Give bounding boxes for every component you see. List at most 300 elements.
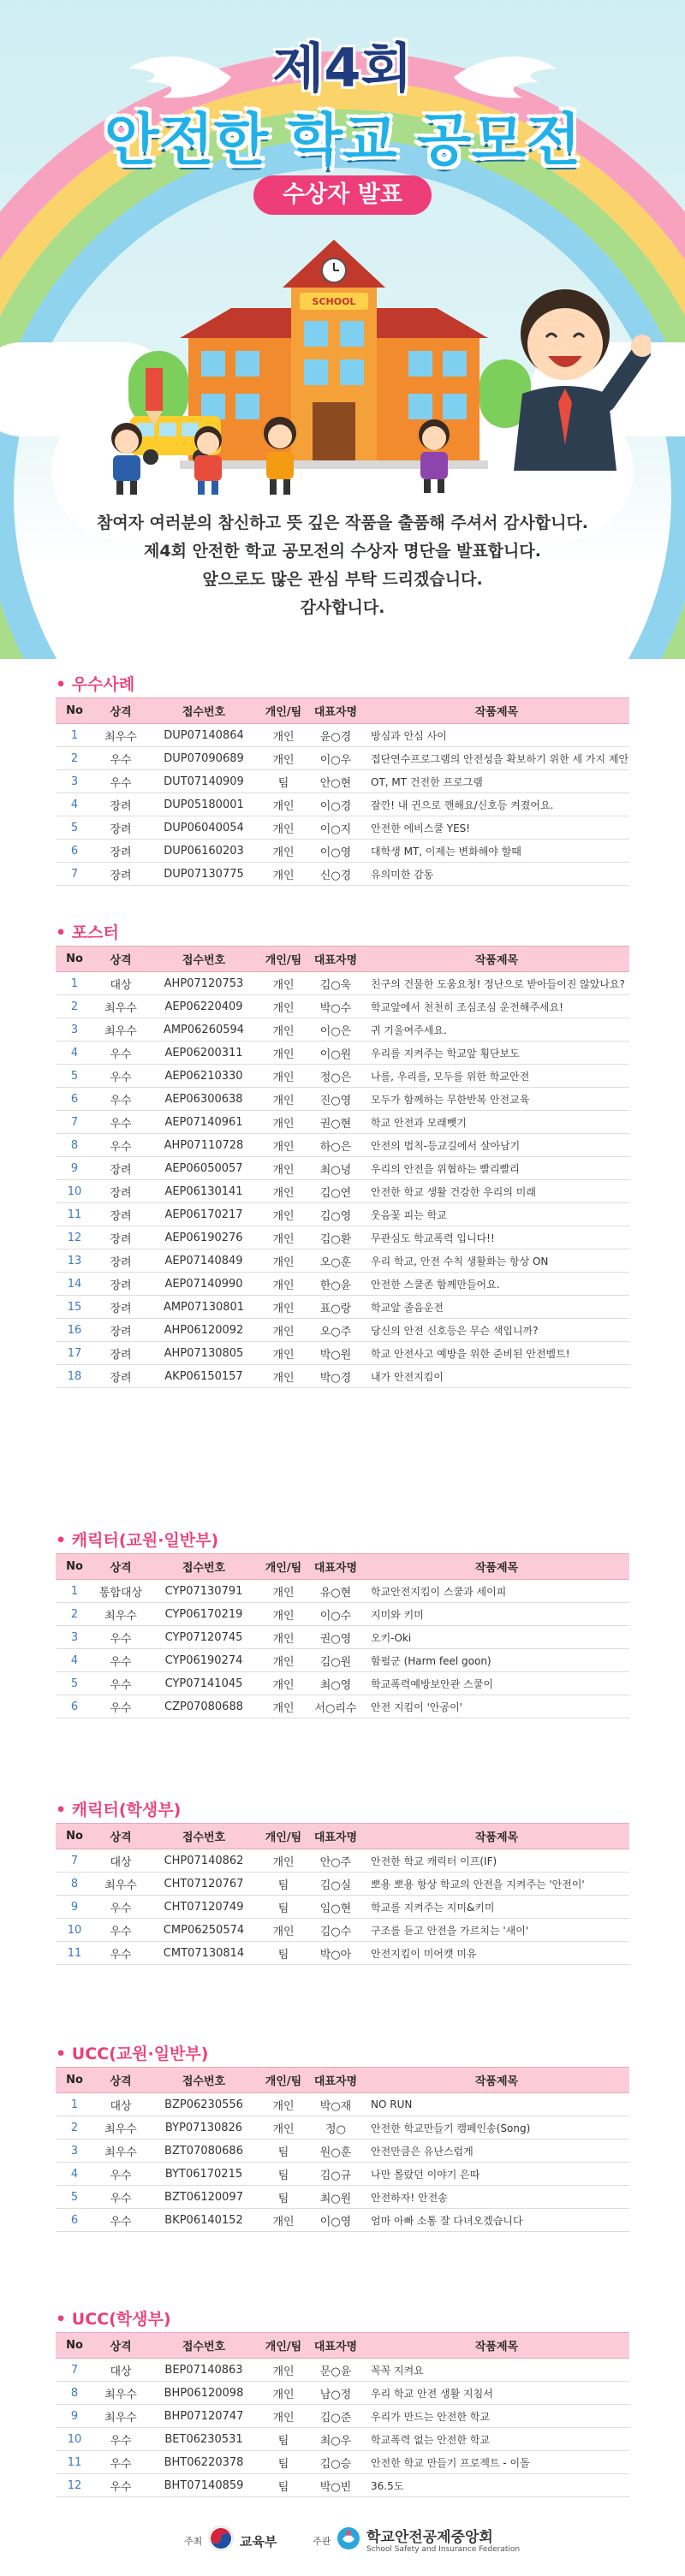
table-row (56, 747, 629, 770)
cell-representative: 김○영 (307, 1203, 364, 1226)
cell-no: 9 (56, 1157, 93, 1180)
table-row (56, 1157, 629, 1180)
table-row (56, 2451, 629, 2474)
col-representative-header: 대표자명 (307, 947, 364, 972)
cell-award: 대상 (93, 2359, 148, 2382)
cell-award: 장려 (93, 1180, 148, 1203)
col-code-header: 접수번호 (148, 698, 259, 724)
cell-title: 구조를 듣고 안전을 가르치는 '새이' (364, 1919, 629, 1942)
cell-representative: 김○욱 (307, 972, 364, 995)
cell-code: DUT07140909 (148, 770, 259, 793)
cell-title: 무관심도 학교폭력 입니다!! (364, 1226, 629, 1249)
cell-award: 우수 (93, 747, 148, 770)
cell-award: 우수 (93, 1695, 148, 1718)
cell-no: 12 (56, 2474, 93, 2497)
table-row (56, 2186, 629, 2209)
cell-type: 개인 (259, 1203, 307, 1226)
cell-award: 최우수 (93, 724, 148, 747)
table-row (56, 1580, 629, 1603)
col-type-header: 개인/팀 (259, 2068, 307, 2093)
cell-type: 팀 (259, 2186, 307, 2209)
table-header-row (56, 2068, 629, 2093)
cell-type: 개인 (259, 1157, 307, 1180)
cell-representative: 진○영 (307, 1088, 364, 1111)
cell-representative: 김○연 (307, 1180, 364, 1203)
award-table (56, 2332, 629, 2497)
cell-code: BZP06230556 (148, 2093, 259, 2116)
intro-message (0, 509, 685, 622)
cell-representative: 이○영 (307, 840, 364, 863)
cell-title: 학교를 지켜주는 지미&키미 (364, 1896, 629, 1919)
col-award-header: 상격 (93, 1554, 148, 1580)
table-row (56, 1319, 629, 1342)
section-title: UCC(학생부) (71, 2310, 171, 2329)
bullet-icon: • (56, 923, 72, 942)
cell-title: 우리 학교, 안전 수칙 생활화는 항상 ON (364, 1249, 629, 1273)
cell-code: DUP07130775 (148, 863, 259, 886)
cell-type: 개인 (259, 2093, 307, 2116)
cell-award: 최우수 (93, 1873, 148, 1896)
cell-no: 6 (56, 1695, 93, 1718)
cell-title: 학교앞 졸음운전 (364, 1296, 629, 1319)
col-representative-header: 대표자명 (307, 698, 364, 724)
cell-award: 장려 (93, 1273, 148, 1296)
bullet-icon: • (56, 675, 72, 694)
col-award-header: 상격 (93, 947, 148, 972)
cell-representative: 김○규 (307, 2163, 364, 2186)
teacher-character-icon (505, 282, 651, 471)
cell-award: 최우수 (93, 2116, 148, 2140)
table-row (56, 972, 629, 995)
cell-no: 4 (56, 793, 93, 816)
cell-award: 우수 (93, 1649, 148, 1672)
cell-type: 개인 (259, 1603, 307, 1626)
cell-title: 함펄군 (Harm feel goon) (364, 1649, 629, 1672)
cell-type: 개인 (259, 724, 307, 747)
cell-award: 우수 (93, 2163, 148, 2186)
cell-code: BHP06120098 (148, 2382, 259, 2405)
col-award-header: 상격 (93, 698, 148, 724)
cell-type: 개인 (259, 972, 307, 995)
cell-type: 개인 (259, 2359, 307, 2382)
table-row (56, 1273, 629, 1296)
table-row (56, 1942, 629, 1965)
cell-title: 안전의 법칙-등교길에서 살아남기 (364, 1134, 629, 1157)
award-table (56, 2067, 629, 2232)
cell-title: NO RUN (364, 2093, 629, 2116)
col-no-header: No (56, 2068, 93, 2093)
cell-award: 장려 (93, 1296, 148, 1319)
table-row (56, 2405, 629, 2428)
cell-type: 개인 (259, 1018, 307, 1042)
cell-no: 4 (56, 1649, 93, 1672)
cell-code: AEP06210330 (148, 1065, 259, 1088)
table-row (56, 2116, 629, 2140)
cell-type: 팀 (259, 2474, 307, 2497)
section-poster (56, 920, 629, 1388)
cell-type: 개인 (259, 1111, 307, 1134)
table-header-row (56, 947, 629, 972)
cell-no: 17 (56, 1342, 93, 1365)
table-row (56, 1672, 629, 1695)
cell-representative: 박○경 (307, 1365, 364, 1388)
table-row (56, 770, 629, 793)
cell-title: 오키-Oki (364, 1626, 629, 1649)
cell-award: 우수 (93, 1134, 148, 1157)
cell-type: 개인 (259, 2116, 307, 2140)
cell-representative: 권○영 (307, 1626, 364, 1649)
cell-representative: 김○준 (307, 2405, 364, 2428)
col-representative-header: 대표자명 (307, 2333, 364, 2359)
cell-code: CYP06190274 (148, 1649, 259, 1672)
federation-logo-icon (336, 2526, 361, 2551)
col-award-header: 상격 (93, 1824, 148, 1849)
col-no-header: No (56, 1554, 93, 1580)
cell-award: 최우수 (93, 1603, 148, 1626)
cell-code: DUP05180001 (148, 793, 259, 816)
cell-representative: 이○경 (307, 793, 364, 816)
section-character-student (56, 1797, 629, 1965)
cell-no: 2 (56, 2116, 93, 2140)
cell-award: 최우수 (93, 2382, 148, 2405)
cell-representative: 김○수 (307, 1919, 364, 1942)
table-row (56, 863, 629, 886)
col-type-header: 개인/팀 (259, 698, 307, 724)
cell-representative: 최○영 (307, 1672, 364, 1695)
cell-code: CHT07120767 (148, 1873, 259, 1896)
cell-title: 학교폭력 없는 안전한 학교 (364, 2428, 629, 2451)
cell-type: 팀 (259, 2163, 307, 2186)
col-type-header: 개인/팀 (259, 1554, 307, 1580)
cell-award: 우수 (93, 1919, 148, 1942)
table-row (56, 724, 629, 747)
cell-representative: 최○녕 (307, 1157, 364, 1180)
cell-representative: 권○현 (307, 1111, 364, 1134)
section-title: 캐릭터(교원·일반부) (71, 1531, 219, 1550)
table-row (56, 2093, 629, 2116)
cell-type: 개인 (259, 1695, 307, 1718)
award-table (56, 1823, 629, 1965)
cell-title: 귀 기울여주세요. (364, 1018, 629, 1042)
cell-no: 11 (56, 1203, 93, 1226)
cell-award: 우수 (93, 2428, 148, 2451)
cell-no: 9 (56, 2405, 93, 2428)
cell-type: 팀 (259, 2428, 307, 2451)
cell-no: 5 (56, 1065, 93, 1088)
bullet-icon: • (56, 2310, 72, 2329)
col-award-header: 상격 (93, 2333, 148, 2359)
table-row (56, 1018, 629, 1042)
cell-award: 대상 (93, 2093, 148, 2116)
cell-type: 개인 (259, 747, 307, 770)
cell-type: 개인 (259, 1042, 307, 1065)
cell-type: 개인 (259, 2209, 307, 2232)
col-title-header: 작품제목 (364, 1554, 629, 1580)
cell-title: 뽀용 뽀용 항상 학교의 안전을 지켜주는 '안전이' (364, 1873, 629, 1896)
cell-title: 꼭꼭 지켜요 (364, 2359, 629, 2382)
cell-award: 장려 (93, 863, 148, 886)
cell-title: 대학생 MT, 이제는 변화해야 할때 (364, 840, 629, 863)
cell-representative: 하○은 (307, 1134, 364, 1157)
cell-type: 개인 (259, 1342, 307, 1365)
table-row (56, 1849, 629, 1873)
table-row (56, 1065, 629, 1088)
cell-type: 개인 (259, 1296, 307, 1319)
cell-title: 36.5도 (364, 2474, 629, 2497)
section-title: 캐릭터(학생부) (71, 1801, 182, 1819)
cell-representative: 이○원 (307, 1042, 364, 1065)
col-no-header: No (56, 1824, 93, 1849)
table-header-row (56, 698, 629, 724)
table-row (56, 1296, 629, 1319)
cell-award: 장려 (93, 1365, 148, 1388)
cell-representative: 김○실 (307, 1873, 364, 1896)
title-edition: 제4회 (272, 37, 413, 99)
cell-type: 개인 (259, 1849, 307, 1873)
cell-award: 우수 (93, 1672, 148, 1695)
table-row (56, 1603, 629, 1626)
cell-title: 안전지킴이 미어캣 미유 (364, 1942, 629, 1965)
cell-award: 우수 (93, 1065, 148, 1088)
organizer-label: 주관 (313, 2536, 331, 2547)
cell-title: 학교안전지킴이 스쿨과 세이피 (364, 1580, 629, 1603)
cell-no: 5 (56, 2186, 93, 2209)
award-table (56, 697, 629, 886)
cell-code: DUP07140864 (148, 724, 259, 747)
table-row (56, 2163, 629, 2186)
cell-representative: 정○은 (307, 1065, 364, 1088)
cell-type: 개인 (259, 2405, 307, 2428)
cell-representative: 서○리수 (307, 1695, 364, 1718)
cell-code: AEP06200311 (148, 1042, 259, 1065)
cell-title: 지미와 키미 (364, 1603, 629, 1626)
cell-code: BHP07120747 (148, 2405, 259, 2428)
cell-code: AEP06170217 (148, 1203, 259, 1226)
cell-representative: 오○훈 (307, 1249, 364, 1273)
cell-title: 우리 학교 안전 생활 지침서 (364, 2382, 629, 2405)
col-title-header: 작품제목 (364, 1824, 629, 1849)
award-table (56, 1553, 629, 1718)
intro-line-2: 제4회 안전한 학교 공모전의 수상자 명단을 발표합니다. (144, 542, 541, 561)
cell-title: 안전하자! 안전송 (364, 2186, 629, 2209)
bullet-icon: • (56, 1531, 72, 1550)
hero-banner (0, 0, 685, 659)
cell-no: 12 (56, 1226, 93, 1249)
table-row (56, 1226, 629, 1249)
cell-award: 우수 (93, 2209, 148, 2232)
cell-representative: 최○원 (307, 2186, 364, 2209)
cell-title: 웃음꽃 피는 학교 (364, 1203, 629, 1226)
table-row (56, 1042, 629, 1065)
cell-no: 15 (56, 1296, 93, 1319)
cell-award: 장려 (93, 1249, 148, 1273)
cell-no: 3 (56, 2140, 93, 2163)
cell-type: 개인 (259, 1580, 307, 1603)
cell-code: BET06230531 (148, 2428, 259, 2451)
cell-code: BHT06220378 (148, 2451, 259, 2474)
col-no-header: No (56, 947, 93, 972)
table-row (56, 1134, 629, 1157)
cell-title: 학교폭력예방보안관 스쿨이 (364, 1672, 629, 1695)
cell-type: 개인 (259, 840, 307, 863)
cell-no: 1 (56, 972, 93, 995)
section-ucc-student (56, 2306, 629, 2497)
table-row (56, 2140, 629, 2163)
cell-title: 접단연수프로그램의 안전성을 확보하기 위한 세 가지 제안 (364, 747, 629, 770)
cell-code: CYP06170219 (148, 1603, 259, 1626)
organizer-name-en: School Safety and Insurance Federation (366, 2545, 521, 2554)
table-row (56, 816, 629, 840)
cell-representative: 한○윤 (307, 1273, 364, 1296)
cell-award: 우수 (93, 1896, 148, 1919)
cell-title: 안전한 학교만들기 캠페인송(Song) (364, 2116, 629, 2140)
cell-title: 학교 안전사고 예방을 위한 준비된 안전벨트! (364, 1342, 629, 1365)
cell-no: 5 (56, 1672, 93, 1695)
host-label: 주최 (184, 2536, 203, 2547)
cell-title: 모두가 함께하는 무한반복 안전교육 (364, 1088, 629, 1111)
cell-no: 8 (56, 1873, 93, 1896)
cell-award: 최우수 (93, 2140, 148, 2163)
cell-type: 개인 (259, 2382, 307, 2405)
table-row (56, 1249, 629, 1273)
cell-title: 당신의 안전 신호등은 무슨 색입니까? (364, 1319, 629, 1342)
col-title-header: 작품제목 (364, 947, 629, 972)
student-boy-icon (184, 421, 232, 496)
table-row (56, 1873, 629, 1896)
cell-award: 우수 (93, 1042, 148, 1065)
cell-type: 개인 (259, 1319, 307, 1342)
cell-code: BKP06140152 (148, 2209, 259, 2232)
table-row (56, 1626, 629, 1649)
cell-no: 2 (56, 747, 93, 770)
host-name: 교육부 (240, 2534, 277, 2549)
cell-code: CYP07120745 (148, 1626, 259, 1649)
cell-representative: 박○원 (307, 1342, 364, 1365)
table-row (56, 793, 629, 816)
cell-award: 우수 (93, 1111, 148, 1134)
cell-title: 안전 지킴이 '안공이' (364, 1695, 629, 1718)
cell-representative: 정○ (307, 2116, 364, 2140)
cell-representative: 김○승 (307, 2451, 364, 2474)
student-girl-2-icon (255, 413, 305, 496)
cell-no: 7 (56, 863, 93, 886)
cell-title: 안전만큼은 유난스럽게 (364, 2140, 629, 2163)
cell-code: AHP06120092 (148, 1319, 259, 1342)
section-title: 우수사례 (71, 675, 135, 694)
section-title: 포스터 (71, 923, 119, 942)
cell-representative: 박○수 (307, 995, 364, 1018)
cell-representative: 김○환 (307, 1226, 364, 1249)
cell-title: 나를, 우리를, 모두를 위한 학교안전 (364, 1065, 629, 1088)
cell-code: AEP06130141 (148, 1180, 259, 1203)
cell-type: 개인 (259, 1226, 307, 1249)
cell-type: 개인 (259, 863, 307, 886)
page-title: 안전한 학교 공모전 (104, 107, 581, 173)
cell-code: DUP07090689 (148, 747, 259, 770)
cell-award: 우수 (93, 1088, 148, 1111)
cell-type: 팀 (259, 2451, 307, 2474)
cell-type: 팀 (259, 770, 307, 793)
cell-representative: 박○재 (307, 2093, 364, 2116)
cell-type: 개인 (259, 1249, 307, 1273)
cell-code: AMP06260594 (148, 1018, 259, 1042)
cell-no: 10 (56, 1180, 93, 1203)
col-code-header: 접수번호 (148, 2068, 259, 2093)
cell-representative: 표○랑 (307, 1296, 364, 1319)
cell-award: 장려 (93, 1203, 148, 1226)
table-header-row (56, 1554, 629, 1580)
cell-title: 엄마 아빠 소통 잘 다녀오겠습니다 (364, 2209, 629, 2232)
cell-type: 팀 (259, 2140, 307, 2163)
table-row (56, 1649, 629, 1672)
cell-no: 10 (56, 2428, 93, 2451)
footer (0, 2512, 685, 2576)
cell-code: CZP07080688 (148, 1695, 259, 1718)
cell-representative: 박○빈 (307, 2474, 364, 2497)
table-row (56, 2428, 629, 2451)
cell-no: 2 (56, 1603, 93, 1626)
cell-representative: 윤○경 (307, 724, 364, 747)
cell-type: 개인 (259, 1273, 307, 1296)
subtitle-ribbon: 수상자 발표 (253, 175, 432, 215)
cell-award: 최우수 (93, 2405, 148, 2428)
cell-no: 2 (56, 995, 93, 1018)
cell-award: 최우수 (93, 995, 148, 1018)
cell-type: 개인 (259, 1649, 307, 1672)
col-title-header: 작품제목 (364, 2068, 629, 2093)
cell-code: AEP06050057 (148, 1157, 259, 1180)
cell-representative: 이○은 (307, 1018, 364, 1042)
cell-no: 9 (56, 1896, 93, 1919)
cell-representative: 문○윤 (307, 2359, 364, 2382)
cell-code: AEP07140849 (148, 1249, 259, 1273)
cell-award: 우수 (93, 770, 148, 793)
col-representative-header: 대표자명 (307, 2068, 364, 2093)
cell-code: BZT07080686 (148, 2140, 259, 2163)
intro-line-4: 감사합니다. (300, 598, 385, 617)
cell-representative: 원○훈 (307, 2140, 364, 2163)
cell-title: 안전한 학교 생활 건강한 우리의 미래 (364, 1180, 629, 1203)
cell-type: 팀 (259, 1942, 307, 1965)
table-row (56, 1695, 629, 1718)
table-row (56, 1919, 629, 1942)
cell-no: 14 (56, 1273, 93, 1296)
cell-representative: 이○지 (307, 816, 364, 840)
cell-code: DUP06160203 (148, 840, 259, 863)
cell-code: AEP06300638 (148, 1088, 259, 1111)
table-row (56, 2474, 629, 2497)
col-award-header: 상격 (93, 2068, 148, 2093)
cell-title: 우리의 안전을 위협하는 빨리빨리 (364, 1157, 629, 1180)
cell-award: 우수 (93, 1626, 148, 1649)
cell-award: 장려 (93, 816, 148, 840)
cell-award: 우수 (93, 2186, 148, 2209)
table-header-row (56, 2333, 629, 2359)
organizer-name: 학교안전공제중앙회 (366, 2529, 493, 2546)
cell-code: BZT06120097 (148, 2186, 259, 2209)
cell-code: BYP07130826 (148, 2116, 259, 2140)
cell-no: 16 (56, 1319, 93, 1342)
cell-type: 개인 (259, 1065, 307, 1088)
cell-code: BEP07140863 (148, 2359, 259, 2382)
section-best-practice (56, 672, 629, 886)
cell-type: 개인 (259, 1180, 307, 1203)
cell-code: AKP06150157 (148, 1365, 259, 1388)
cell-title: 학교 안전과 모래뺏기 (364, 1111, 629, 1134)
cell-code: CYP07141045 (148, 1672, 259, 1695)
cell-representative: 이○우 (307, 747, 364, 770)
cell-title: 유의미한 감동 (364, 863, 629, 886)
